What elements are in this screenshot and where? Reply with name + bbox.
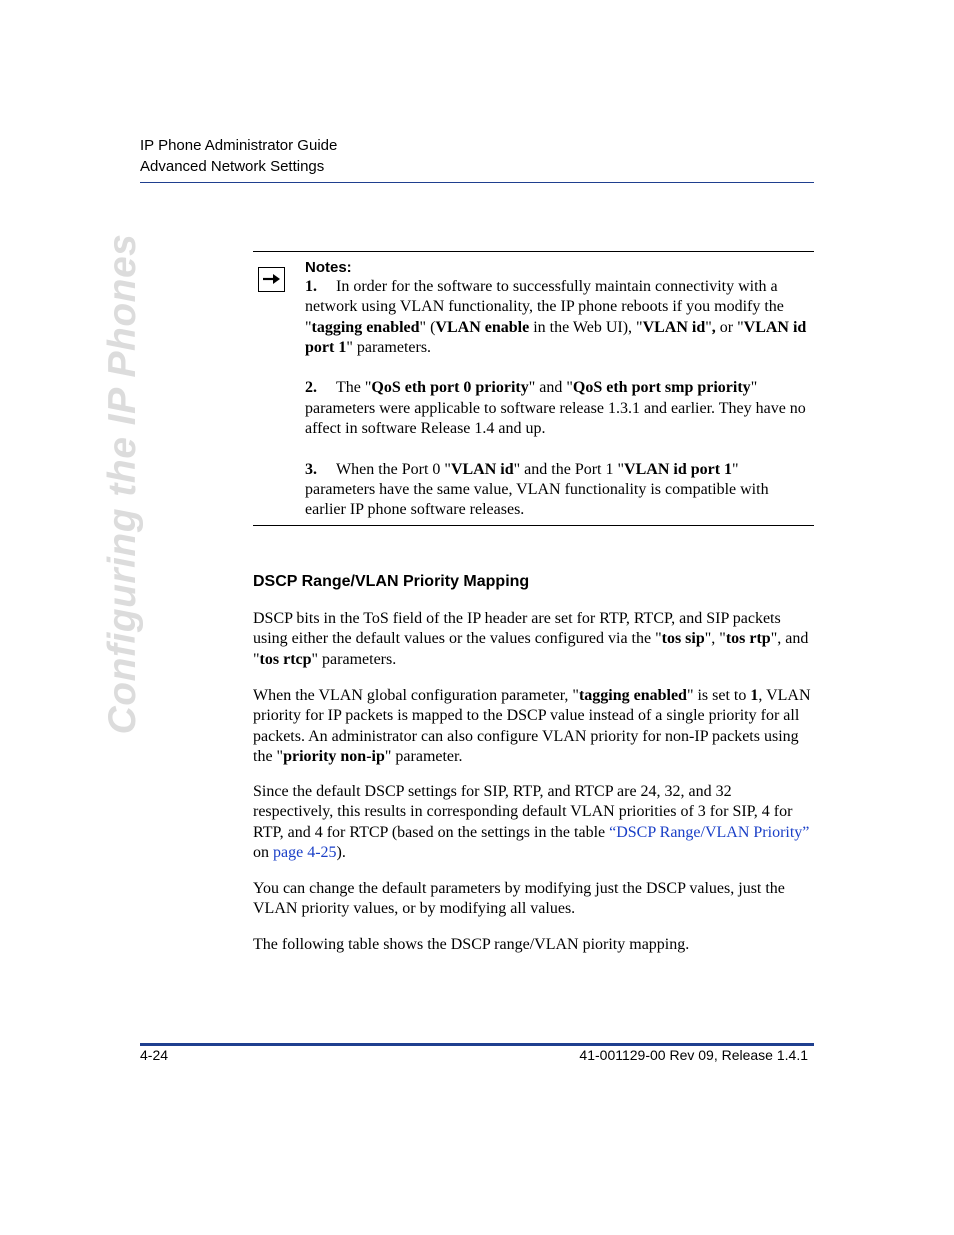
paragraph-text: on [253,843,273,861]
paragraph-1 [253,609,814,670]
notes-box [253,251,814,519]
note-1-param: VLAN id port 1 [305,318,807,356]
dscp-section [253,572,814,953]
notes-bottom-rule [253,525,814,526]
note-3-number: 3. [305,460,317,478]
footer-rule [140,1043,814,1046]
note-3-text: " and the Port 1 " [513,460,625,478]
paragraph-text: ", " [704,630,726,648]
paragraph-2 [253,686,814,767]
note-1-param: VLAN id [642,318,706,336]
header-rule [140,182,814,183]
note-3-param: VLAN id [450,460,514,478]
table-link[interactable]: “DSCP Range/VLAN Priority” [609,823,810,841]
note-1-text: in the Web UI), " [529,318,643,336]
running-header [140,135,337,177]
param-name: tagging enabled [578,687,687,704]
page-number: 4-24 [140,1047,169,1063]
paragraph-5: The following table shows the DSCP range/VLAN piority mapping. [253,936,690,953]
note-2-param: QoS eth port smp priority [572,379,751,397]
note-1-number: 1. [305,278,317,295]
note-1-param: tagging enabled [311,318,420,336]
note-2-param: QoS eth port 0 priority [371,379,529,397]
paragraph-4: You can change the default parameters by modifying just the DSCP values, just the VLAN priority values, or by modifying all values. [253,880,785,918]
paragraph-3 [253,782,814,863]
note-1-text: " ( [419,318,436,336]
note-1-text: " [705,318,712,336]
paragraph-text: " parameter. [384,747,463,765]
notes-title: Notes: [305,259,352,276]
paragraph-text: ). [336,843,346,861]
note-1-text: or " [715,318,744,336]
paragraph-text: " is set to [686,687,751,704]
note-2-text: The " [336,379,372,397]
note-3 [305,460,810,521]
note-1 [305,277,810,358]
note-2-text: " and " [528,379,573,397]
note-3-text: When the Port 0 " [336,460,451,478]
param-name: tos rtp [725,630,771,648]
note-3-text: " parameters have the same value, VLAN functionality is compatible with earlier IP phone software releases. [305,460,769,519]
header-section-title: Advanced Network Settings [140,158,325,175]
notes-body [305,259,810,521]
param-name: tos rtcp [259,650,312,668]
section-heading: DSCP Range/VLAN Priority Mapping [253,573,530,590]
chapter-side-title: Configuring the IP Phones [101,233,144,735]
right-arrow-icon [258,267,285,292]
doc-revision: 41-001129-00 Rev 09, Release 1.4.1 [579,1047,808,1063]
paragraph-text: DSCP bits in the ToS field of the IP header are set for RTP, RTCP, and SIP packets using either the default values or the values configured via the " [253,610,781,648]
paragraph-text: When the VLAN global configuration parameter, " [253,687,579,704]
header-guide-title: IP Phone Administrator Guide [140,137,338,154]
note-3-param: VLAN id port 1 [624,460,733,478]
paragraph-text: ", and " [253,630,809,668]
note-1-text: " parameters. [346,338,432,356]
paragraph-text: Since the default DSCP settings for SIP, RTP, and RTCP are 24, 32, and 32 respectively, this results in corresponding default VLAN priorities of 3 for SIP, 4 for RTP, and 4 for RTCP (based on the settings in the table [253,783,793,841]
paragraph-text: , VLAN priority for IP packets is mapped to the DSCP value instead of a single priority for all packets. An administrator can also configure VLAN priority for non-IP packets using the " [253,687,811,765]
note-1-param: , [711,318,716,336]
note-1-param: VLAN enable [435,318,530,336]
param-value: 1 [750,687,759,704]
param-name: priority non-ip [283,747,385,765]
note-2 [305,378,810,439]
param-name: tos sip [661,630,705,648]
page-link[interactable]: page 4-25 [273,843,337,861]
paragraph-text: " parameters. [311,650,397,668]
notes-top-rule [253,251,814,252]
note-2-text: " parameters were applicable to software release 1.3.1 and earlier. They have no affect in software Release 1.4 and up. [305,379,806,438]
note-1-text: In order for the software to successfully maintain connectivity with a network using VLAN functionality, the IP phone reboots if you modify the " [305,278,784,336]
note-2-number: 2. [305,379,317,397]
